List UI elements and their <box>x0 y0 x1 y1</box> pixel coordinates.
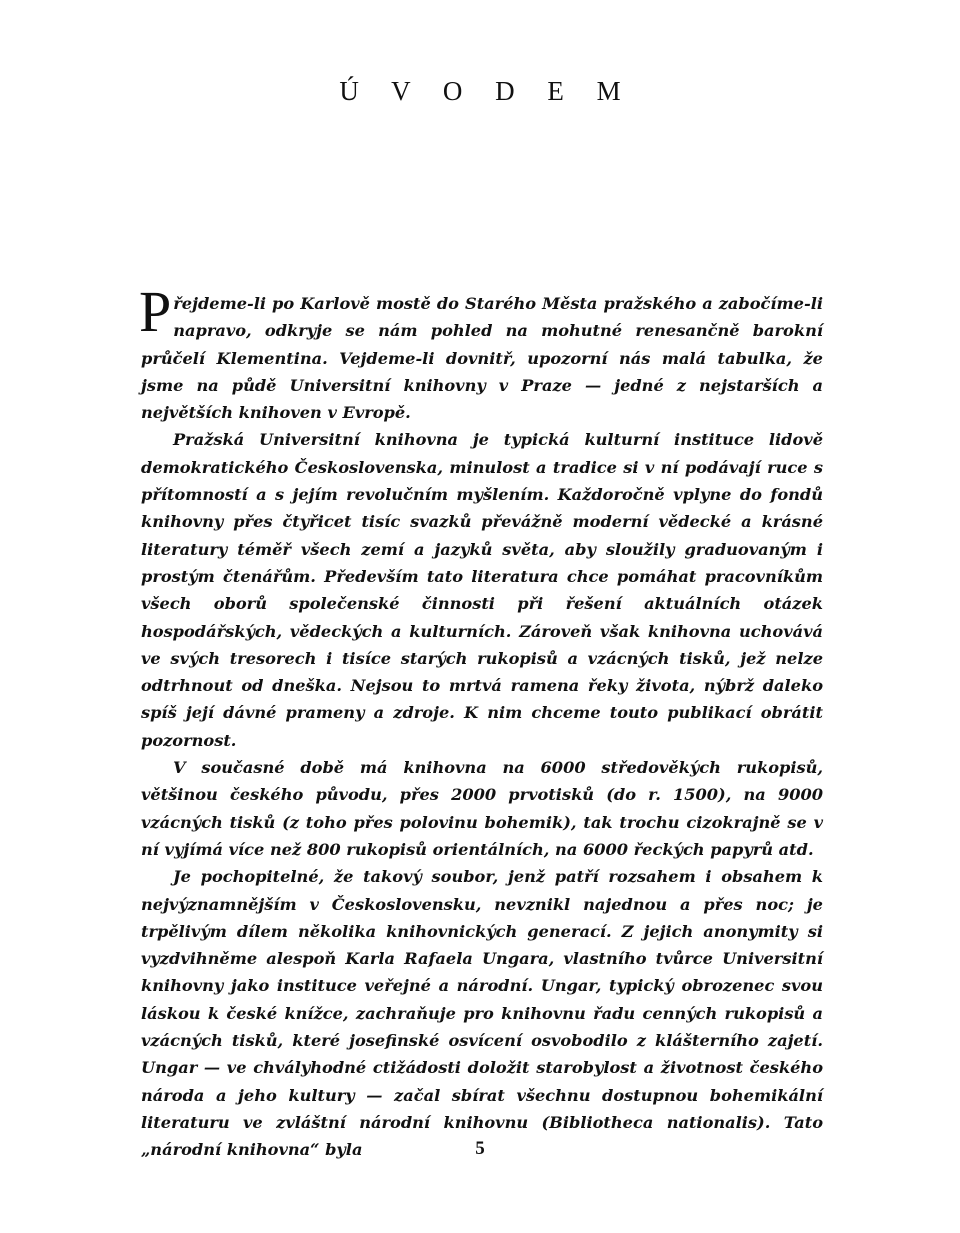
paragraph-4: Je pochopitelné, že takový soubor, jenž patří rozsahem i obsahem k nejvýznamnějším v Československu, nevznikl najednou a přes noc; je trpělivým dílem několika knihovnických generací. Z jejich anonymity si vyzdvihněme alespoň Karla Rafaela Ungara, vlastního tvůrce Universitní knihovny jako instituce veřejné a národní. Ungar, typický obrozenec svou láskou k české knížce, zachraňuje pro knihovnu řadu cenných rukopisů a vzácných tisků, které josefinské osvícení osvobodilo z klášterního zajetí. Ungar — ve chvályhodné ctižádosti doložit starobylost a životnost českého národa a jeho kultury — začal sbírat všechnu dostupnou bohemikální literaturu ve zvláštní národní knihovnu (Bibliotheca nationalis). Tato „národní knihovna“ byla <box>141 867 823 1160</box>
paragraph-3: V současné době má knihovna na 6000 středověkých rukopisů, většinou českého původu, přes 2000 prvotisků (do r. 1500), na 9000 vzácných tisků (z toho přes polovinu bohemik), tak trochu cizokrajně se v ní vyjímá více než 800 rukopisů orientálních, na 6000 řeckých papyrů atd. <box>141 758 823 859</box>
chapter-heading: Ú V O D E M <box>339 76 634 106</box>
page-number: 5 <box>475 1138 485 1159</box>
paragraph-1 <box>139 279 823 426</box>
body-text <box>139 279 823 1164</box>
paragraph-1-text: řejdeme-li po Karlově mostě do Starého Města pražského a zabočíme-li napravo, odkryje se nám pohled na mohutné renesančně barokní průčelí Klementina. Vejdeme-li dovnitř, upozorní nás malá tabulka, že jsme na půdě Universitní knihovny v Praze — jedné z nejstarších a největších knihoven v Evropě. <box>141 294 823 423</box>
paragraph-2: Pražská Universitní knihovna je typická kulturní instituce lidově demokratického Československa, minulost a tradice si v ní podávají ruce s přítomností a s jejím revolučním myšlením. Každoročně vplyne do fondů knihovny přes čtyřicet tisíc svazků převážně moderní vědecké a krásné literatury téměř všech zemí a jazyků světa, aby sloužily graduovaným i prostým čtenářům. Především tato literatura chce pomáhat pracovníkům všech oborů společenské činnosti při řešení aktuálních otázek hospodářských, vědeckých a kulturních. Zároveň však knihovna uchovává ve svých tresorech i tisíce starých rukopisů a vzácných tisků, jež nelze odtrhnout od dneška. Nejsou to mrtvá ramena řeky života, nýbrž daleko spíš její dávné prameny a zdroje. K nim chceme touto publikací obrátit pozornost. <box>141 430 823 750</box>
drop-cap-initial: P <box>139 279 172 344</box>
